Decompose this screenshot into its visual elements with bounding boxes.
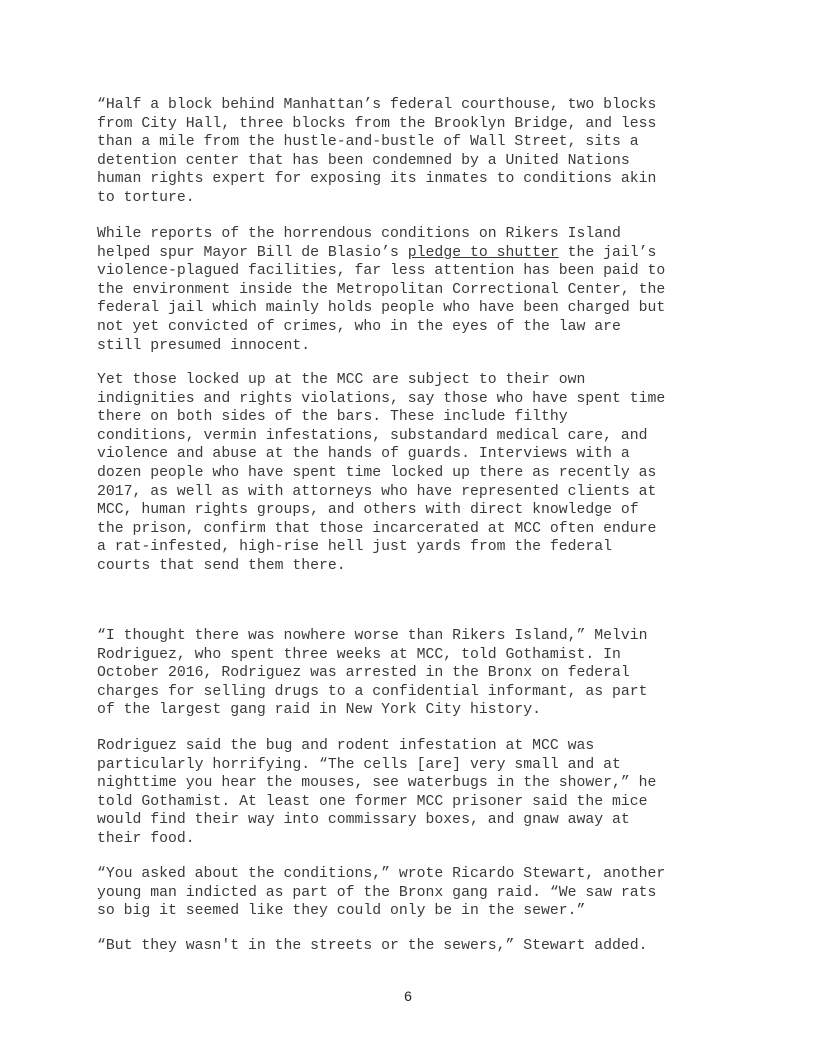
text-line: courts that send them there.	[97, 557, 346, 574]
text-line: the prison, confirm that those incarcerated at MCC often endure	[97, 520, 657, 537]
text-line: there on both sides of the bars. These include filthy	[97, 409, 568, 426]
text-line: so big it seemed like they could only be in the sewer.”	[97, 903, 586, 920]
paragraph-7	[97, 937, 648, 956]
text-line: MCC, human rights groups, and others with direct knowledge of	[97, 502, 639, 519]
text-line: young man indicted as part of the Bronx gang raid. “We saw rats	[97, 884, 657, 901]
text-line: violence and abuse at the hands of guards. Interviews with a	[97, 446, 630, 463]
text-line: particularly horrifying. “The cells [are] very small and at	[97, 756, 621, 773]
text-line-end: the jail’s	[558, 244, 657, 261]
text-line: violence-plagued facilities, far less attention has been paid to	[97, 263, 666, 280]
paragraph-2	[97, 225, 665, 355]
text-line: Yet those locked up at the MCC are subject to their own	[97, 372, 586, 388]
text-line-start: helped spur Mayor Bill de Blasio’s	[97, 244, 408, 261]
text-line: detention center that has been condemned by a United Nations	[97, 152, 630, 169]
pledge-to-shutter-link[interactable]: pledge to shutter	[407, 244, 559, 261]
text-line: “I thought there was nowhere worse than Rikers Island,” Melvin	[97, 628, 648, 644]
text-line: of the largest gang raid in New York City history.	[97, 702, 541, 719]
text-line: dozen people who have spent time locked up there as recently as	[97, 464, 657, 481]
text-line: federal jail which mainly holds people who have been charged but	[97, 300, 666, 317]
text-line: 2017, as well as with attorneys who have represented clients at	[97, 483, 657, 500]
paragraph-6	[97, 865, 665, 921]
text-line: their food.	[97, 830, 195, 847]
text-line: “Half a block behind Manhattan’s federal courthouse, two blocks	[97, 97, 657, 113]
text-line: nighttime you hear the mouses, see waterbugs in the shower,” he	[97, 775, 657, 792]
paragraph-3	[97, 371, 665, 576]
text-line: would find their way into commissary boxes, and gnaw away at	[97, 812, 630, 829]
text-line: While reports of the horrendous conditions on Rikers Island	[97, 226, 621, 242]
text-line: told Gothamist. At least one former MCC prisoner said the mice	[97, 793, 648, 810]
paragraph-5	[97, 737, 656, 849]
paragraph-1	[97, 96, 656, 208]
text-line: “But they wasn't in the streets or the sewers,” Stewart added.	[97, 938, 648, 954]
text-line: conditions, vermin infestations, substandard medical care, and	[97, 427, 648, 444]
page-number: 6	[404, 988, 412, 1004]
text-line: October 2016, Rodriguez was arrested in the Bronx on federal	[97, 665, 630, 682]
text-line: indignities and rights violations, say those who have spent time	[97, 390, 666, 407]
text-line: not yet convicted of crimes, who in the eyes of the law are	[97, 318, 621, 335]
text-line: Rodriguez said the bug and rodent infestation at MCC was	[97, 738, 595, 754]
paragraph-4	[97, 627, 648, 720]
text-line: “You asked about the conditions,” wrote Ricardo Stewart, another	[97, 866, 666, 882]
text-line: a rat-infested, high-rise hell just yards from the federal	[97, 539, 613, 556]
text-line: still presumed innocent.	[97, 337, 311, 354]
text-line: the environment inside the Metropolitan Correctional Center, the	[97, 281, 666, 298]
text-line: than a mile from the hustle-and-bustle of Wall Street, sits a	[97, 134, 639, 151]
text-line: from City Hall, three blocks from the Brooklyn Bridge, and less	[97, 115, 657, 132]
text-line: to torture.	[97, 189, 195, 206]
text-line: charges for selling drugs to a confidential informant, as part	[97, 683, 648, 700]
text-line: Rodriguez, who spent three weeks at MCC, told Gothamist. In	[97, 646, 621, 663]
text-line: human rights expert for exposing its inmates to conditions akin	[97, 171, 657, 188]
